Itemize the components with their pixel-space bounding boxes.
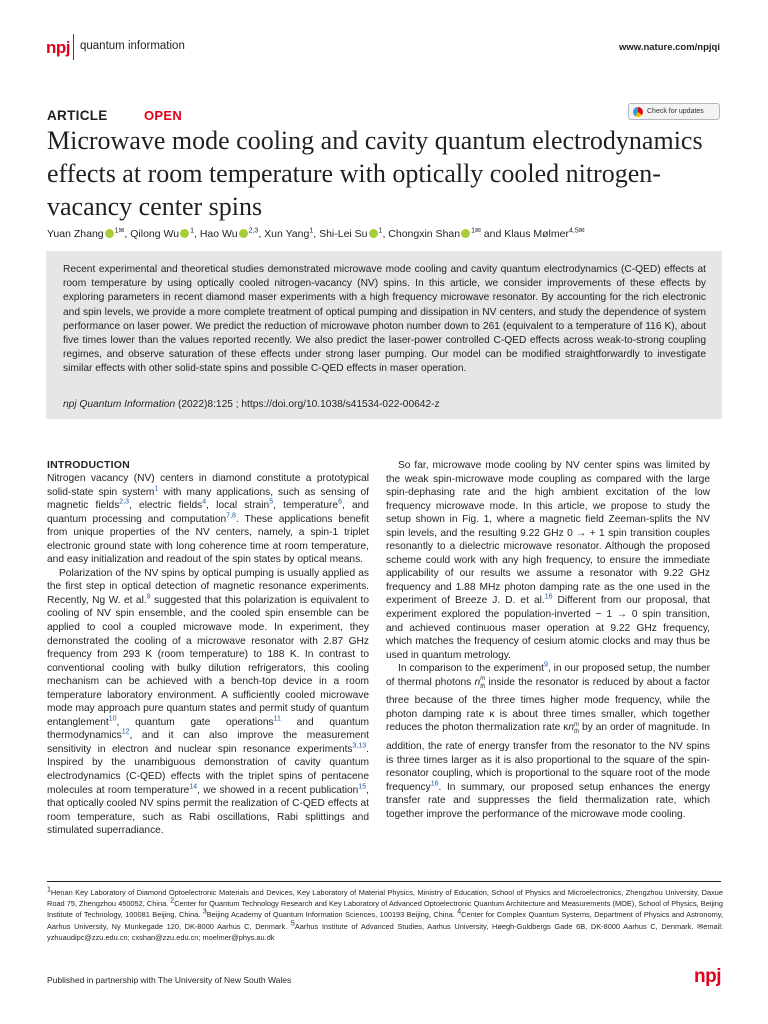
citation-ref[interactable]: 12 [121, 729, 130, 736]
author-affiliation-sup: 1✉ [114, 227, 125, 235]
author-affiliation-sup: 4,5✉ [568, 227, 585, 235]
body-paragraph: In comparison to the experiment$^9$, in our proposed setup, the number of thermal photons $n_{th}^m$ inside the resonator is reduced by about a factor three because of the three times higher mode frequency, while the photon damping rate κ is about three times smaller, which together reduces the photon thermalization rate $\kappa n_{th}^m$ by an order of magnitude. In addition, the rate of energy transfer from the resonator to the NV spins is three times larger as it is also proportional to the square of the spin-resonator coupling, which is proportional to the square root of the mode frequency$^{16}$. In summary, our proposed setup enhances the energy transfer rate and suppresses the field thermalization rate, which together improve the performance of the microwave mode cooling. [386, 661, 711, 820]
check-for-updates-button[interactable] [628, 103, 720, 120]
citation-journal: npj Quantum Information [63, 399, 176, 410]
citation-ref[interactable]: 16 [544, 594, 553, 602]
citation-ref[interactable]: 3,13 [352, 742, 367, 750]
author-affiliation-sup: 2,3 [248, 227, 259, 235]
affiliation-number: 5 [290, 920, 295, 928]
orcid-icon[interactable] [180, 229, 189, 238]
orcid-icon[interactable] [369, 229, 378, 238]
open-access-label: OPEN [144, 108, 183, 123]
affiliation-number: 4 [457, 908, 462, 916]
citation-ref[interactable]: 1 [154, 485, 159, 493]
citation-ref[interactable]: 6 [338, 498, 342, 506]
author-name[interactable]: Shi-Lei Su [319, 228, 368, 240]
author-name[interactable]: Chongxin Shan [388, 228, 461, 240]
citation-ref[interactable]: 9 [544, 661, 548, 669]
author-name[interactable]: Hao Wu [199, 228, 238, 240]
left-column [47, 472, 369, 838]
orcid-icon[interactable] [461, 229, 470, 238]
author-affiliation-sup: 1 [309, 227, 314, 235]
citation-ref[interactable]: 2,3 [119, 498, 130, 506]
citation-ref[interactable]: 7,8 [226, 512, 236, 520]
citation-doi[interactable]: (2022)8:125 ; https://doi.org/10.1038/s41534-022-00642-z [175, 399, 440, 410]
citation-ref[interactable]: 14 [189, 783, 198, 791]
author-name[interactable]: Klaus Mølmer [504, 228, 569, 240]
journal-name: quantum information [80, 40, 185, 52]
citation-ref[interactable]: 5 [269, 498, 274, 506]
article-type-label: ARTICLE [47, 108, 108, 123]
author-name[interactable]: Xun Yang [264, 228, 310, 240]
affiliations-footnote: $^1$Henan Key Laboratory of Diamond Optoelectronic Materials and Devices, Key Laboratory of Material Physics, Ministry of Education, School of Physics and Microelectronics, Zhengzhou University, Daxue Road 75, Zhengzhou 450052, China. $^2$Center for Quantum Technology Research and Key Laboratory of Advanced Optoelectronic Quantum Architecture and Measurements (MOE), School of Physics, Beijing Institute of Technology, 100081 Beijing, China. $^3$Beijing Academy of Quantum Information Sciences, 100193 Beijing, China. $^4$Center for Complex Quantum Systems, Department of Physics and Astronomy, Aarhus University, Ny Munkegade 120, DK-8000 Aarhus C, Denmark. $^5$Aarhus Institute of Advanced Studies, Aarhus University, Høegh-Guldbergs Gade 6B, DK-8000 Aarhus C, Denmark. ✉email: yzhuaudipc@zzu.edu.cn; cxshan@zzu.edu.cn; moelmer@phys.au.dk [47, 886, 723, 942]
citation-ref[interactable]: 4 [202, 498, 207, 506]
affiliation-number: 1 [47, 886, 51, 894]
abstract-text: Recent experimental and theoretical studies demonstrated microwave mode cooling and cavity quantum electrodynamics (C-QED) effects at room temperature by using optically cooled nitrogen-vacancy (NV) spins. In this article, we consider improvements of these effects by exploring parameters in recent diamond maser experiments with a high frequency microwave resonator. By accounting for the rich electronic and spin levels, we provide a more complete treatment of optical pumping and dissipation in NV centers, and study the dependence of system performance on laser power. We predict the reduction of microwave photon number down to 261 (equivalent to a temperature of 116 K), about five times lower than the values reported recently. We also predict the laser-power controlled C-QED effects across weak-to-strong coupling regimes, and observe saturation of these effects under strong laser pumping. Our model can be modified straightforwardly to investigate similar effects with other solid-state spins and possible C-QED effects in maser operation. [63, 264, 706, 375]
author-list: Yuan Zhang $^{1✉}$, Qilong Wu $^1$, Hao Wu $^{2,3}$, Xun Yang$^1$, Shi-Lei Su $^1$, Chongxin Shan $^{1✉}$ and Klaus Mølmer$^{4,5✉}$ [47, 227, 585, 240]
author-name[interactable]: Yuan Zhang [47, 228, 104, 240]
author-name[interactable]: Qilong Wu [130, 228, 180, 240]
citation-ref[interactable]: 11 [273, 715, 281, 723]
footer-npj-logo: npj [694, 966, 721, 987]
orcid-icon[interactable] [105, 229, 114, 238]
math-symbol: $n_{th}^m$ [474, 676, 486, 690]
body-paragraph: Polarization of the NV spins by optical pumping is usually applied as the first step in optical detection of magnetic resonance experiments. Recently, Ng W. et al.$^9$ suggested that this polarization is equivalent to cooling of NV spin ensemble, and the cooled spin ensemble can be applied to cool a coupled microwave mode. In experiment, they demonstrated the cooling of a microwave resonator with 2.87 GHz frequency from 293 K (room temperature) to 188 K. In contrast to conventional cooling with bulky dilution refrigerators, this cooling mechanism can be achieved with a bench-top device in a room temperature laboratory environment. A sufficiently cooled microwave mode may approach pure quantum states and permit study of quantum entanglement$^{10}$, quantum gate operations$^{11}$ and quantum thermodynamics$^{12}$, and it can also improve the measurement sensitivity in electron and nuclear spin resonance experiments$^{3,13}$. Inspired by the unambiguous demonstration of cavity quantum electrodynamics (C-QED) effects with the triplet spins of pentacene molecules at room temperature$^{14}$, we showed in a recent publication$^{15}$, that optically cooled NV spins permit the realization of C-QED effects at room temperature, such as Rabi oscillations, Rabi splittings and stimulated superradiance. [47, 567, 369, 837]
citation-ref[interactable]: 15 [358, 783, 367, 791]
paper-title: Microwave mode cooling and cavity quantum electrodynamics effects at room temperature with optically cooled nitrogen-vacancy center spins [47, 126, 703, 221]
footnote-rule [47, 881, 721, 882]
math-symbol: $n_{th}^m$ [568, 722, 580, 736]
citation-ref[interactable]: 10 [108, 715, 117, 723]
body-paragraph: Nitrogen vacancy (NV) centers in diamond constitute a prototypical solid-state spin system$^1$ with many applications, such as sensing of magnetic fields$^{2,3}$, electric fields$^4$, local strain$^5$, temperature$^6$, and quantum processing and computation$^{7,8}$. These applications benefit from unique properties of the NV centers, namely, a spin-1 triplet electronic ground state with long coherence time at room temperature, and easy initialization and readout of the spin states by optical means. [47, 473, 370, 566]
affiliation-number: 3 [202, 908, 207, 916]
citation-line [63, 399, 706, 410]
author-affiliation-sup: 1✉ [471, 227, 481, 235]
right-column [386, 459, 710, 821]
citation-ref[interactable]: 9 [146, 593, 151, 601]
author-affiliation-sup: 1 [378, 227, 383, 235]
affiliation-number: 2 [170, 897, 175, 905]
body-paragraph: So far, microwave mode cooling by NV center spins was limited by the weak spin-microwave mode coupling as compared with the large spin-dephasing rate and the high ambient excitation of the low frequency microwave mode. In this article, we propose to study the setup shown in Fig. 1, where a magnetic field Zeeman-splits the NV spin levels, and the resulting 9.22 GHz 0 → + 1 spin transition couples resonantly to a dielectric microwave resonator. Although the proposed scheme could work with any high frequency, to ensure the immediate applicability of our results we assume a resonator with 9.22 GHz frequency and 1.88 MHz photon damping rate as the one used in the experiment of Breeze J. D. et al.$^{16}$ Different from our proposal, that experiment explored the population-inverted − 1 → 0 spin transition, and achieved continuous maser operation at 9.22 GHz frequency, which matches the frequency of cesium atomic clocks and may thus be used in quantum metrology. [386, 460, 710, 661]
footer-partnership-text: Published in partnership with The University of New South Wales [47, 975, 292, 985]
orcid-icon[interactable] [239, 229, 248, 238]
author-affiliation-sup: 1 [190, 227, 194, 235]
npj-logo: npj [46, 38, 70, 57]
crossmark-icon [633, 107, 643, 117]
journal-url-link[interactable]: www.nature.com/npjqi [619, 42, 720, 53]
citation-ref[interactable]: 16 [430, 780, 439, 788]
check-for-updates-label: Check for updates [647, 108, 704, 115]
section-heading-introduction: INTRODUCTION [47, 459, 130, 471]
header-divider [73, 34, 74, 60]
